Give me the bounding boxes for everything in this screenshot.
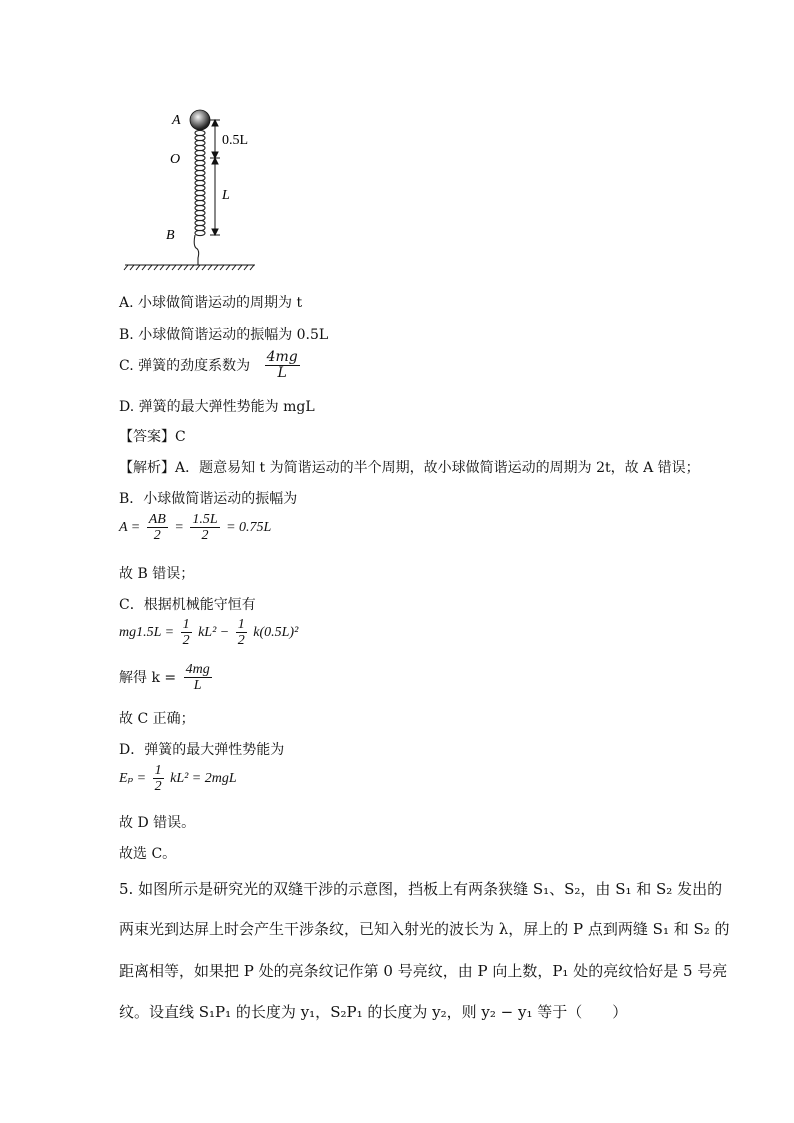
eq2-half-2-den: 2 <box>237 633 245 649</box>
ground <box>124 265 255 270</box>
dimension-lines <box>210 120 220 235</box>
solve-k-prefix: 解得 k = <box>119 669 177 686</box>
eq3-half-den: 2 <box>154 779 162 795</box>
q5-line-3: 距离相等，如果把 P 处的亮条纹记作第 0 号亮纹，由 P 向上数，P₁ 处的亮纹恰好是 5 号亮 <box>119 962 728 980</box>
option-d: D. 弹簧的最大弹性势能为 mgL <box>119 399 315 415</box>
q5-line-4: 纹。设直线 S₁P₁ 的长度为 y₁，S₂P₁ 的长度为 y₂，则 y₂ − y₁ 等于（ ） <box>119 1003 628 1021</box>
eq2-tail: k(0.5L)² <box>253 625 299 641</box>
label-A: A <box>172 113 181 128</box>
equation-amplitude <box>119 512 271 544</box>
eq1-lhs: A = <box>119 520 141 536</box>
analysis-line-1: 【解析】A．题意易知 t 为简谐运动的半个周期，故小球做简谐运动的周期为 2t，故 A 错误； <box>119 460 700 476</box>
dim-label-top: 0.5L <box>222 133 249 148</box>
solve-k-fraction <box>184 662 212 694</box>
analysis-line-7: D．弹簧的最大弹性势能为 <box>119 742 285 758</box>
analysis-line-2: B．小球做简谐运动的振幅为 <box>119 491 298 507</box>
eq3-lhs: Eₚ = <box>119 771 147 787</box>
eq1-eq: = <box>174 520 184 536</box>
spring-coils <box>194 130 205 265</box>
equation-max-energy <box>119 763 237 795</box>
solve-k-den: L <box>193 678 202 694</box>
eq1-f2-num: 1.5L <box>192 512 218 527</box>
analysis-line-8: 故 D 错误。 <box>119 815 196 831</box>
eq2-half-2 <box>236 617 247 649</box>
option-a: A. 小球做简谐运动的周期为 t <box>119 295 303 311</box>
dim-label-bottom: L <box>222 188 230 203</box>
option-c-text: C. 弹簧的劲度系数为 <box>119 357 251 374</box>
q5-line-2: 两束光到达屏上时会产生干涉条纹，已知入射光的波长为 λ，屏上的 P 点到两缝 S₁ 和 S₂ 的 <box>119 920 730 938</box>
analysis-line-4: C．根据机械能守恒有 <box>119 597 256 613</box>
eq2-half-2-num: 1 <box>237 617 245 632</box>
option-c-den: L <box>277 365 287 382</box>
eq2-half-1-den: 2 <box>182 633 190 649</box>
eq1-f1-num: AB <box>148 512 166 527</box>
analysis-line-9: 故选 C。 <box>119 846 177 862</box>
eq1-frac-2 <box>190 512 219 544</box>
answer: 【答案】C <box>119 429 186 445</box>
spring-diagram <box>120 100 280 280</box>
option-c-num: 4mg <box>266 349 298 365</box>
analysis-line-6: 故 C 正确； <box>119 711 195 727</box>
solve-k-line <box>119 662 215 694</box>
eq2-half-1 <box>181 617 192 649</box>
spring-figure <box>120 100 280 280</box>
eq3-half-num: 1 <box>154 763 162 778</box>
eq1-frac-1 <box>147 512 168 544</box>
solve-k-num: 4mg <box>185 662 210 677</box>
eq2-mid: kL² − <box>198 625 230 641</box>
q5-line-1: 5. 如图所示是研究光的双缝干涉的示意图，挡板上有两条狭缝 S₁、S₂，由 S₁ 和 S₂ 发出的 <box>119 880 723 898</box>
eq2-half-1-num: 1 <box>182 617 190 632</box>
eq3-rhs: kL² = 2mgL <box>170 771 237 787</box>
analysis-line-3: 故 B 错误； <box>119 566 195 582</box>
eq3-half <box>153 763 164 795</box>
option-c <box>119 350 303 382</box>
eq2-lhs: mg1.5L = <box>119 625 175 641</box>
option-b: B. 小球做简谐运动的振幅为 0.5L <box>119 327 329 343</box>
eq1-f2-den: 2 <box>201 528 209 544</box>
label-B: B <box>166 228 175 243</box>
eq1-rhs: = 0.75L <box>226 520 272 536</box>
ball <box>190 110 210 130</box>
equation-energy <box>119 617 298 649</box>
eq1-f1-den: 2 <box>153 528 161 544</box>
label-O: O <box>170 152 181 167</box>
option-c-fraction <box>265 350 300 382</box>
